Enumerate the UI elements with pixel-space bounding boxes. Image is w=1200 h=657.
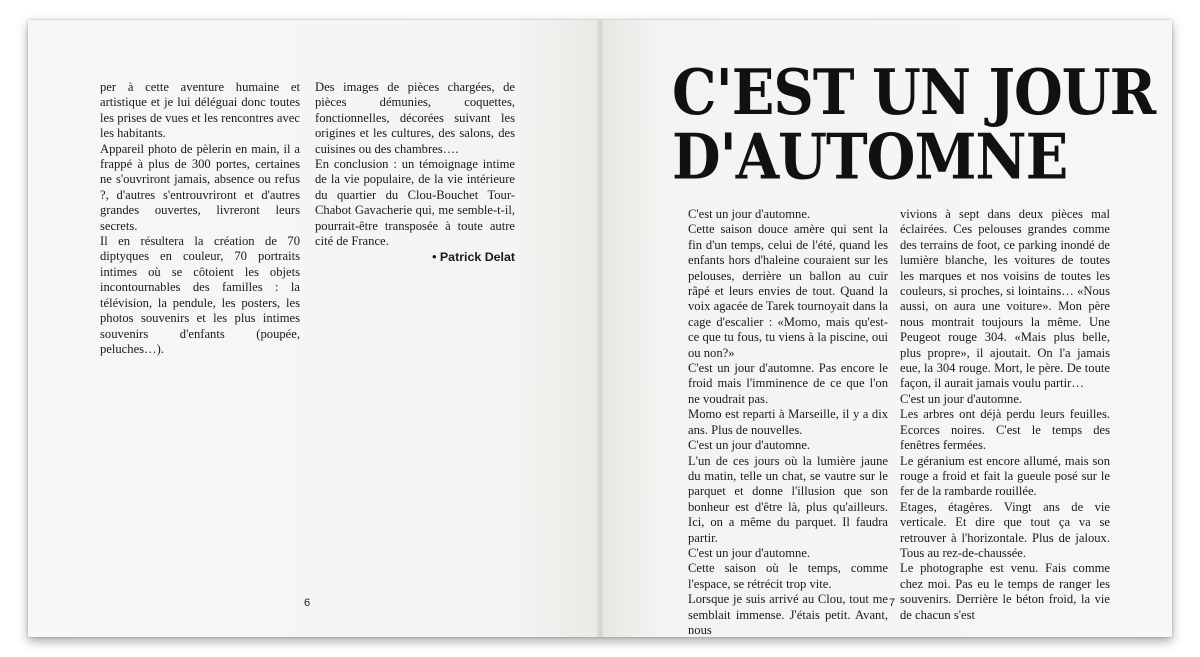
paragraph: Cette saison douce amère qui sent la fin d'un temps, celui de l'été, quand les enfants hors d'haleine couraient sur les pelouses, derrière un ballon au cuir râpé et leurs envies de tout. Quand la voix agacée de Tarek tournoyait dans la cage d'escalier : «Momo, mais qu'est-ce que tu fous, tu viens à la piscine, oui ou non?» xyxy=(688,222,888,360)
paragraph: C'est un jour d'automne. xyxy=(688,438,811,453)
right-page xyxy=(600,20,1172,637)
paragraph: Le géranium est encore allumé, mais son rouge a froid et fait la gueule posé sur le fer de la rambarde rouillée. xyxy=(900,453,1110,499)
paragraph: C'est un jour d'automne. xyxy=(688,207,811,221)
paragraph: Momo est reparti à Marseille, il y a dix ans. Plus de nouvelles. xyxy=(688,407,888,437)
paragraph: Le photographe est venu. Fais comme chez moi. Pas eu le temps de ranger les souvenirs. Derrière le béton froid, la vie de chacun s'est xyxy=(900,561,1110,622)
paragraph: C'est un jour d'automne. xyxy=(900,391,1023,406)
left-page xyxy=(28,20,600,637)
book-spread xyxy=(28,20,1172,637)
paragraph: Etages, étagères. Vingt ans de vie verticale. Et dire que tout ça va se retrouver à l'horizontale. Plus de jaloux. Tous au rez-de-chaussée. xyxy=(900,499,1110,560)
right-column-1 xyxy=(688,207,888,638)
paragraph: per à cette aventure humaine et artistique et je lui déléguai donc toutes les prises de vues et les rencontres avec les habitants. xyxy=(100,80,300,141)
paragraph: Les arbres ont déjà perdu leurs feuilles. Ecorces noires. C'est le temps des fenêtres fermées. xyxy=(900,407,1110,453)
paragraph: Des images de pièces chargées, de pièces démunies, coquettes, fonctionnelles, décorées suivant les origines et les cultures, des salons, des cuisines ou des chambres…. xyxy=(315,80,515,156)
paragraph: vivions à sept dans deux pièces mal éclairées. Ces pelouses grandes comme des terrains de foot, ce parking inondé de lumière blanche, les voitures de toutes les marques et nos voisins de toutes les couleurs, si proches, si lointains… «Nous aussi, on aura une voiture». Mon père nous montrait toujours la même. Une Peugeot rouge 304. «Mais plus belle, plus propre», il ajoutait. On l'a jamais eue, la 304 rouge. Mort, le père. De toute façon, il aurait jamais voulu partir… xyxy=(900,207,1110,391)
paragraph: Lorsque je suis arrivé au Clou, tout me semblait immense. J'étais petit. Avant, nous xyxy=(688,592,888,637)
right-column-2 xyxy=(900,207,1110,623)
title-line-2: D'AUTOMNE xyxy=(672,120,1068,195)
title-line-1: C'EST UN JOUR xyxy=(672,55,1156,130)
spine-fold xyxy=(596,20,604,637)
author-signature: • Patrick Delat xyxy=(432,250,515,265)
page-number-right: 7 xyxy=(889,597,896,609)
page-number-left: 6 xyxy=(304,597,311,609)
paragraph: En conclusion : un témoignage intime de la vie populaire, de la vie intérieure du quartier du Clou-Bouchet Tour-Chabot Gavacherie qui, me semble-t-il, pourrait-être transposée à toute autre cité de France. xyxy=(315,157,515,249)
paragraph: C'est un jour d'automne. xyxy=(688,545,811,560)
paragraph: Appareil photo de pèlerin en main, il a frappé à plus de 300 portes, certaines ne s'ouvriront jamais, absence ou refus ?, d'autres s'entrouvriront et d'autres grandes ouvertes, livreront leurs secrets. xyxy=(100,141,300,233)
paragraph: Il en résultera la création de 70 diptyques en couleur, 70 portraits intimes où se côtoient les objets incontournables des familles : la télévision, la pendule, les posters, les photos souvenirs et les plus intimes souvenirs d'enfants (poupée, peluches…). xyxy=(100,234,300,356)
left-column-2 xyxy=(315,80,515,266)
page-title xyxy=(672,55,1172,195)
paragraph: C'est un jour d'automne. Pas encore le froid mais l'imminence de ce que l'on ne voudrait pas. xyxy=(688,361,888,406)
left-column-1 xyxy=(100,80,300,357)
paragraph: Cette saison où le temps, comme l'espace, se rétrécit trop vite. xyxy=(688,561,888,591)
paragraph: L'un de ces jours où la lumière jaune du matin, telle un chat, se vautre sur le parquet et donne l'illusion que son bonheur est d'être là, plus qu'ailleurs. Ici, on a même du parquet. Il faudra partir. xyxy=(688,453,888,545)
